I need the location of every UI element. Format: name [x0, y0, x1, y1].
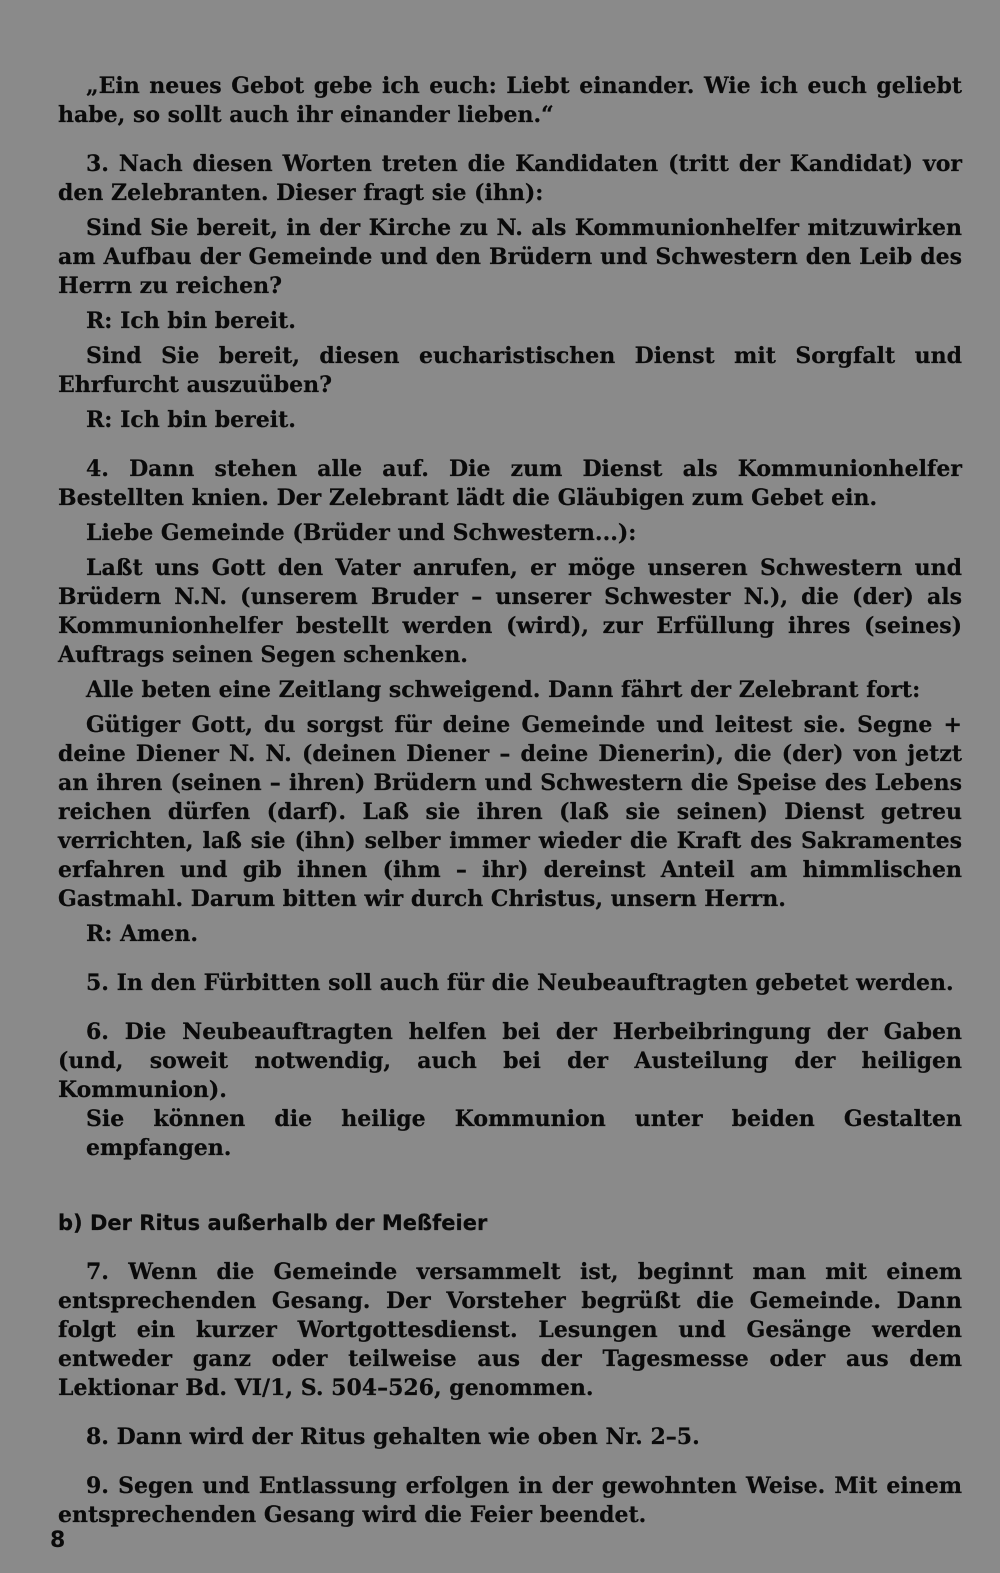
- body-text: [58, 72, 962, 1530]
- paragraph-8: 8. Dann wird der Ritus gehalten wie oben Nr. 2–5.: [86, 1424, 700, 1450]
- section-heading-b: b) Der Ritus außerhalb der Meßfeier: [58, 1211, 488, 1235]
- paragraph-3: 3. Nach diesen Worten treten die Kandidaten (tritt der Kandidat) vor den Zelebranten. Dieser fragt sie (ihn):: [58, 151, 962, 206]
- response-1: R: Ich bin bereit.: [86, 308, 296, 334]
- page-number: 8: [50, 1528, 66, 1553]
- paragraph-7: 7. Wenn die Gemeinde versammelt ist, beginnt man mit einem entsprechenden Gesang. Der Vorsteher begrüßt die Gemeinde. Dann folgt ein kurzer Wortgottesdienst. Lesungen und Gesänge werden entweder ganz oder teilweise aus der Tagesmesse oder aus dem Lektionar Bd. VI/1, S. 504–526, genommen.: [58, 1259, 962, 1401]
- question-2: Sind Sie bereit, diesen eucharistischen Dienst mit Sorgfalt und Ehrfurcht auszuüben?: [58, 343, 962, 398]
- invitation-prayer: Laßt uns Gott den Vater anrufen, er möge unseren Schwestern und Brüdern N.N. (unserem Bruder – unserer Schwester N.), die (der) als Kommunionhelfer bestellt werden (wird), zur Erfüllung ihres (seines) Auftrags seinen Segen schenken.: [58, 555, 962, 668]
- rubric-silence: Alle beten eine Zeitlang schweigend. Dann fährt der Zelebrant fort:: [86, 677, 921, 703]
- paragraph-5: 5. In den Fürbitten soll auch für die Neubeauftragten gebetet werden.: [86, 970, 954, 996]
- address-line: Liebe Gemeinde (Brüder und Schwestern...):: [86, 520, 637, 546]
- paragraph-6: 6. Die Neubeauftragten helfen bei der Herbeibringung der Gaben (und, soweit notwendig, auch bei der Austeilung der heiligen Kommunion).: [58, 1019, 962, 1103]
- response-2: R: Ich bin bereit.: [86, 407, 296, 433]
- blessing-prayer: Gütiger Gott, du sorgst für deine Gemeinde und leitest sie. Segne + deine Diener N. N. (deinen Diener – deine Dienerin), die (der) von jetzt an ihren (seinen – ihren) Brüdern und Schwestern die Speise des Lebens reichen dürfen (darf). Laß sie ihren (laß sie seinen) Dienst getreu verrichten, laß sie (ihn) selber immer wieder die Kraft des Sakramentes erfahren und gib ihnen (ihm – ihr) dereinst Anteil am himmlischen Gastmahl. Darum bitten wir durch Christus, unsern Herrn.: [58, 712, 962, 912]
- paragraph-4: 4. Dann stehen alle auf. Die zum Dienst als Kommunionhelfer Bestellten knien. Der Zelebrant lädt die Gläubigen zum Gebet ein.: [58, 456, 962, 511]
- question-1: Sind Sie bereit, in der Kirche zu N. als Kommunionhelfer mitzuwirken am Aufbau der Gemeinde und den Brüdern und Schwestern den Leib des Herrn zu reichen?: [58, 215, 962, 299]
- paragraph-9: 9. Segen und Entlassung erfolgen in der gewohnten Weise. Mit einem entsprechenden Gesang wird die Feier beendet.: [58, 1473, 962, 1528]
- response-amen: R: Amen.: [86, 921, 199, 947]
- paragraph-quote: „Ein neues Gebot gebe ich euch: Liebt einander. Wie ich euch geliebt habe, so sollt auch ihr einander lieben.“: [58, 73, 962, 128]
- paragraph-6b: Sie können die heilige Kommunion unter beiden Gestalten empfangen.: [86, 1106, 962, 1161]
